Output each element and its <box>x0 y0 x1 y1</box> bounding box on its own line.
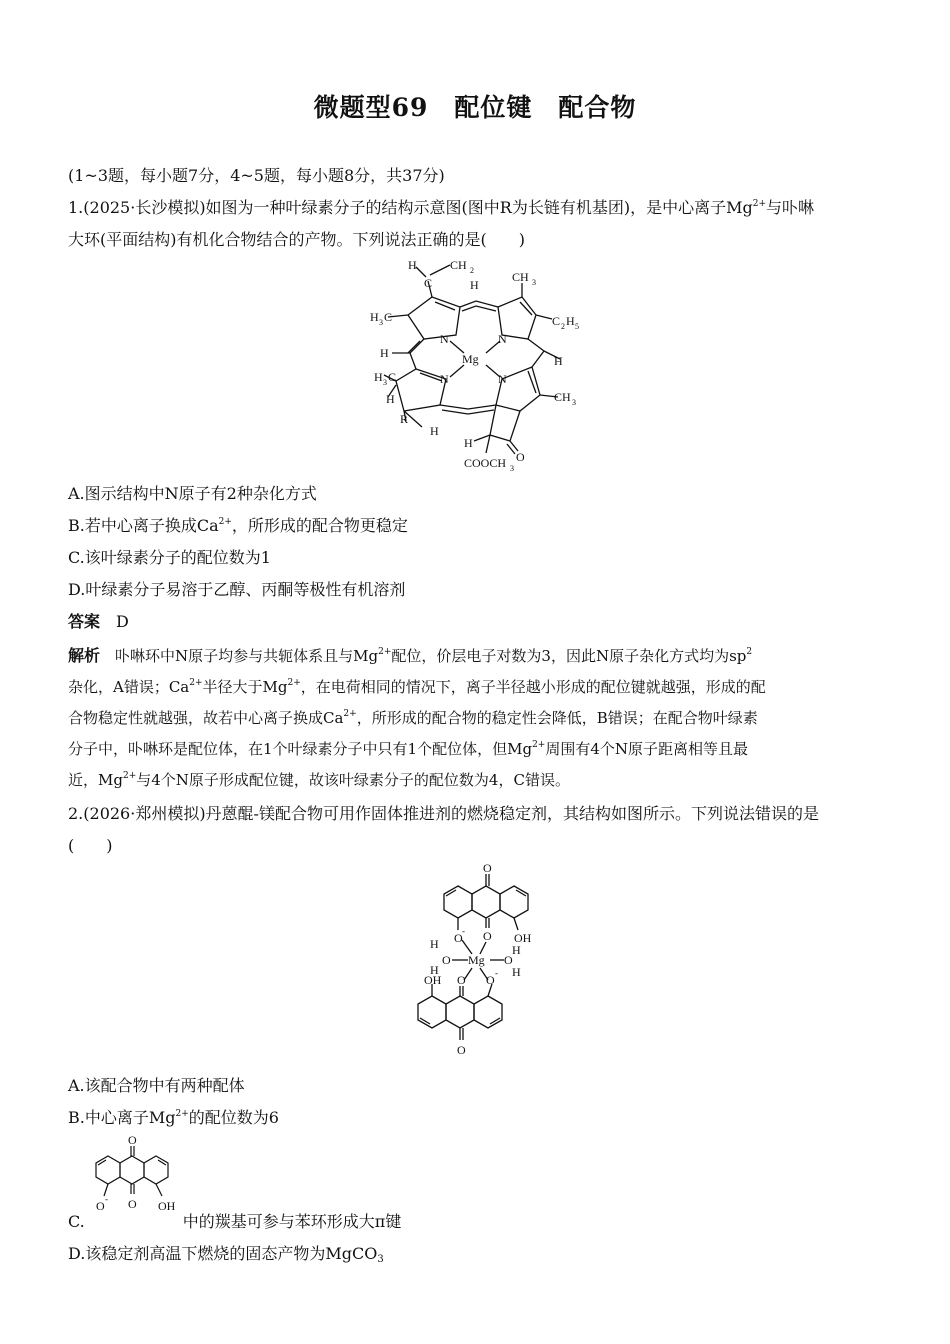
option-text: C. <box>68 1212 85 1231</box>
q1-analysis-line1 <box>68 646 752 666</box>
atom-label: H <box>430 963 439 977</box>
q1-option-b <box>68 516 408 536</box>
atom-label: H <box>386 392 395 406</box>
atom-label: OH <box>514 931 532 945</box>
atom-label: N <box>440 372 449 386</box>
superscript: 2+ <box>287 678 301 688</box>
q1-stem-text: 与卟啉 <box>766 198 815 217</box>
chlorophyll-structure-figure <box>360 255 600 475</box>
atom-label: O <box>457 1043 466 1057</box>
page-title: 微题型69 配位键 配合物 <box>313 93 637 122</box>
analysis-text: ，在电荷相同的情况下，离子半径越小形成的配位键就越强，形成的配 <box>300 678 766 696</box>
atom-label: O <box>483 929 492 943</box>
q1-analysis-line3 <box>68 708 758 728</box>
atom-label: H <box>430 937 439 951</box>
atom-label: H <box>380 346 389 360</box>
q1-option-c: C.该叶绿素分子的配位数为1 <box>68 548 271 567</box>
atom-label: 2 <box>561 322 565 331</box>
q1-analysis-line2 <box>68 677 766 697</box>
atom-label: - <box>462 926 465 936</box>
atom-label: C <box>388 370 397 384</box>
atom-label: COOCH <box>464 456 507 470</box>
answer-value: D <box>116 612 129 631</box>
atom-label: O <box>128 1197 137 1211</box>
atom-label: O <box>96 1199 105 1213</box>
superscript: 2+ <box>343 709 357 719</box>
analysis-text: 与4个N原子形成配位键，故该叶绿素分子的配位数为4，C错误。 <box>136 771 570 789</box>
atom-label: 3 <box>379 318 383 327</box>
atom-label: H <box>430 424 439 438</box>
atom-label: 3 <box>383 378 387 387</box>
score-intro: (1~3题，每小题7分，4~5题，每小题8分，共37分) <box>68 166 445 185</box>
analysis-text: 分子中，卟啉环是配位体，在1个叶绿素分子中只有1个配位体，但Mg <box>68 740 533 758</box>
analysis-text: 近，Mg <box>68 771 123 789</box>
atom-label: O <box>128 1133 137 1147</box>
q1-analysis-line5 <box>68 770 570 790</box>
atom-label: O <box>454 931 463 945</box>
atom-label: Mg <box>462 352 479 366</box>
superscript: 2+ <box>122 771 137 781</box>
analysis-text: 杂化，A错误；Ca <box>68 678 190 696</box>
option-text: 中的羰基可参与苯环形成大π键 <box>182 1212 402 1231</box>
superscript: 2+ <box>532 740 546 750</box>
atom-label: O <box>516 450 525 464</box>
atom-label: O <box>457 973 466 987</box>
atom-label: CH <box>512 270 529 284</box>
analysis-text: 周围有4个N原子距离相等且最 <box>545 740 749 758</box>
q2-option-d <box>68 1244 384 1264</box>
atom-label: H <box>374 370 383 384</box>
atom-label: - <box>495 968 498 978</box>
superscript: 2+ <box>189 678 203 688</box>
atom-label: Mg <box>468 953 485 967</box>
atom-label: H <box>512 965 521 979</box>
atom-label: O <box>483 861 492 875</box>
atom-label: H <box>408 258 417 272</box>
atom-label: 3 <box>572 398 576 407</box>
q2-option-a: A.该配合物中有两种配体 <box>68 1076 245 1095</box>
q1-analysis-line4 <box>68 739 748 759</box>
q2-option-c <box>68 1212 401 1232</box>
q1-stem-line1 <box>68 198 814 218</box>
option-text: D.该稳定剂高温下燃烧的固态产物为MgCO <box>68 1244 378 1263</box>
answer-label: 答案 <box>68 612 101 631</box>
atom-label: N <box>498 372 507 386</box>
mg-complex-structure-figure <box>400 858 560 1068</box>
atom-label: 2 <box>470 266 474 275</box>
atom-label: N <box>440 332 449 346</box>
q1-stem-line2: 大环(平面结构)有机化合物结合的产物。下列说法正确的是( ) <box>68 230 525 249</box>
superscript: 2 <box>746 647 753 657</box>
analysis-text: 卟啉环中N原子均参与共轭体系且与Mg <box>115 647 379 665</box>
q1-answer <box>68 612 129 632</box>
atom-label: O <box>504 953 513 967</box>
atom-label: C <box>552 314 561 328</box>
atom-label: OH <box>158 1199 176 1213</box>
subscript: 3 <box>377 1254 384 1265</box>
superscript: 2+ <box>378 647 392 657</box>
atom-label: H <box>464 436 473 450</box>
atom-label: CH <box>450 258 467 272</box>
atom-label: 3 <box>532 278 536 287</box>
atom-label: 3 <box>510 464 514 473</box>
q2-option-b <box>68 1108 279 1128</box>
superscript: 2+ <box>752 199 766 209</box>
analysis-text: 半径大于Mg <box>202 678 288 696</box>
analysis-label: 解析 <box>68 646 101 665</box>
q1-option-d: D.叶绿素分子易溶于乙醇、丙酮等极性有机溶剂 <box>68 580 406 599</box>
q1-stem-text: 1.(2025·长沙模拟)如图为一种叶绿素分子的结构示意图(图中R为长链有机基团)，是中心离子Mg <box>68 198 753 217</box>
atom-label: H <box>470 278 479 292</box>
analysis-text: ，所形成的配合物的稳定性会降低，B错误；在配合物叶绿素 <box>356 709 758 727</box>
atom-label: - <box>105 1194 108 1204</box>
q2-stem-line1: 2.(2026·郑州模拟)丹蒽醌-镁配合物可用作固体推进剂的燃烧稳定剂，其结构如图所示。下列说法错误的是 <box>68 804 819 823</box>
option-text: 的配位数为6 <box>188 1108 279 1127</box>
atom-label: H <box>566 314 575 328</box>
q1-option-a: A.图示结构中N原子有2种杂化方式 <box>68 484 317 503</box>
atom-label: OH <box>424 973 442 987</box>
option-text: B.中心离子Mg <box>68 1108 176 1127</box>
atom-label: R <box>400 412 409 426</box>
atom-label: H <box>512 943 521 957</box>
superscript: 2+ <box>175 1109 189 1119</box>
atom-label: C <box>384 310 393 324</box>
analysis-text: 合物稳定性就越强，故若中心离子换成Ca <box>68 709 344 727</box>
option-text: B.若中心离子换成Ca <box>68 516 219 535</box>
atom-label: CH <box>554 390 571 404</box>
q2-stem-line2: ( ) <box>68 836 113 855</box>
atom-label: O <box>486 973 495 987</box>
superscript: 2+ <box>218 517 232 527</box>
atom-label: O <box>442 953 451 967</box>
atom-label: C <box>424 276 433 290</box>
atom-label: H <box>554 354 563 368</box>
analysis-text: 配位，价层电子对数为3，因此N原子杂化方式均为sp <box>391 647 747 665</box>
atom-label: N <box>498 332 507 346</box>
atom-label: H <box>370 310 379 324</box>
option-text: ，所形成的配合物更稳定 <box>231 516 408 535</box>
atom-label: 5 <box>575 322 579 331</box>
